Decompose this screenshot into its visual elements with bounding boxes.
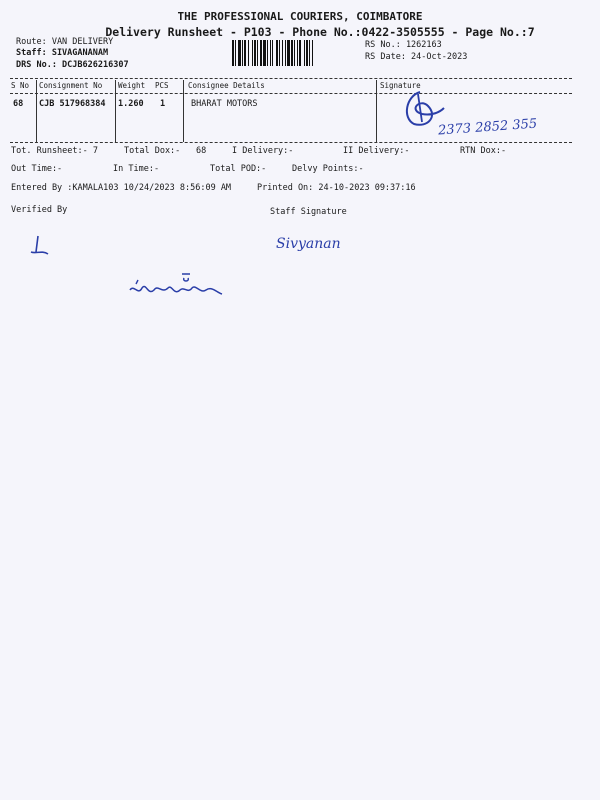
total-dox-value: 68 [196, 146, 207, 156]
company-title: THE PROFESSIONAL COURIERS, COIMBATORE [177, 10, 423, 23]
col-weight: Weight [118, 81, 146, 90]
entered-by: Entered By :KAMALA103 10/24/2023 8:56:09 AM [11, 183, 232, 193]
col-sno: S No [11, 81, 30, 90]
rtn-dox: RTN Dox:- [460, 146, 507, 156]
col-divider [183, 80, 184, 142]
table-bottom-rule [10, 142, 572, 143]
col-consignment: Consignment No [39, 81, 103, 90]
i-delivery: I Delivery:- [232, 146, 294, 156]
rs-number: RS No.: 1262163 [365, 40, 442, 50]
receiver-phone-note: 2373 2852 355 [437, 116, 538, 139]
col-pcs: PCS [155, 81, 169, 90]
rs-date: RS Date: 24-Oct-2023 [365, 52, 468, 62]
out-time: Out Time:- [11, 164, 63, 174]
delvy-points: Delvy Points:- [292, 164, 364, 174]
printed-on: Printed On: 24-10-2023 09:37:16 [257, 183, 416, 193]
row-consignment: CJB 517968384 [39, 99, 106, 109]
staff-handwritten-signature: Sivyanan [276, 236, 341, 252]
col-divider [36, 80, 37, 142]
row-weight: 1.260 [118, 99, 144, 109]
total-dox-label: Total Dox:- [124, 146, 181, 156]
in-time: In Time:- [113, 164, 160, 174]
col-signature: Signature [380, 81, 421, 90]
table-header-rule [10, 93, 572, 94]
drs-number: DRS No.: DCJB626216307 [16, 60, 129, 70]
total-pod: Total POD:- [210, 164, 267, 174]
row-pcs: 1 [160, 99, 166, 109]
col-consignee: Consignee Details [188, 81, 265, 90]
col-divider [376, 80, 377, 142]
extra-handwritten-signature [126, 270, 230, 306]
row-sno: 68 [13, 99, 24, 109]
verifier-initial [28, 234, 52, 260]
ii-delivery: II Delivery:- [343, 146, 410, 156]
tot-runsheet: Tot. Runsheet:- 7 [11, 146, 98, 156]
table-top-rule [10, 78, 572, 79]
row-consignee: BHARAT MOTORS [191, 99, 258, 109]
staff-signature-label: Staff Signature [270, 207, 347, 217]
verified-by-label: Verified By [11, 205, 68, 215]
col-divider [115, 80, 116, 142]
barcode [232, 40, 358, 66]
runsheet-title: Delivery Runsheet - P103 - Phone No.:0422-3505555 - Page No.:7 [105, 25, 535, 39]
route-label: Route: VAN DELIVERY [16, 37, 114, 47]
staff-label: Staff: SIVAGANANAM [16, 48, 109, 58]
